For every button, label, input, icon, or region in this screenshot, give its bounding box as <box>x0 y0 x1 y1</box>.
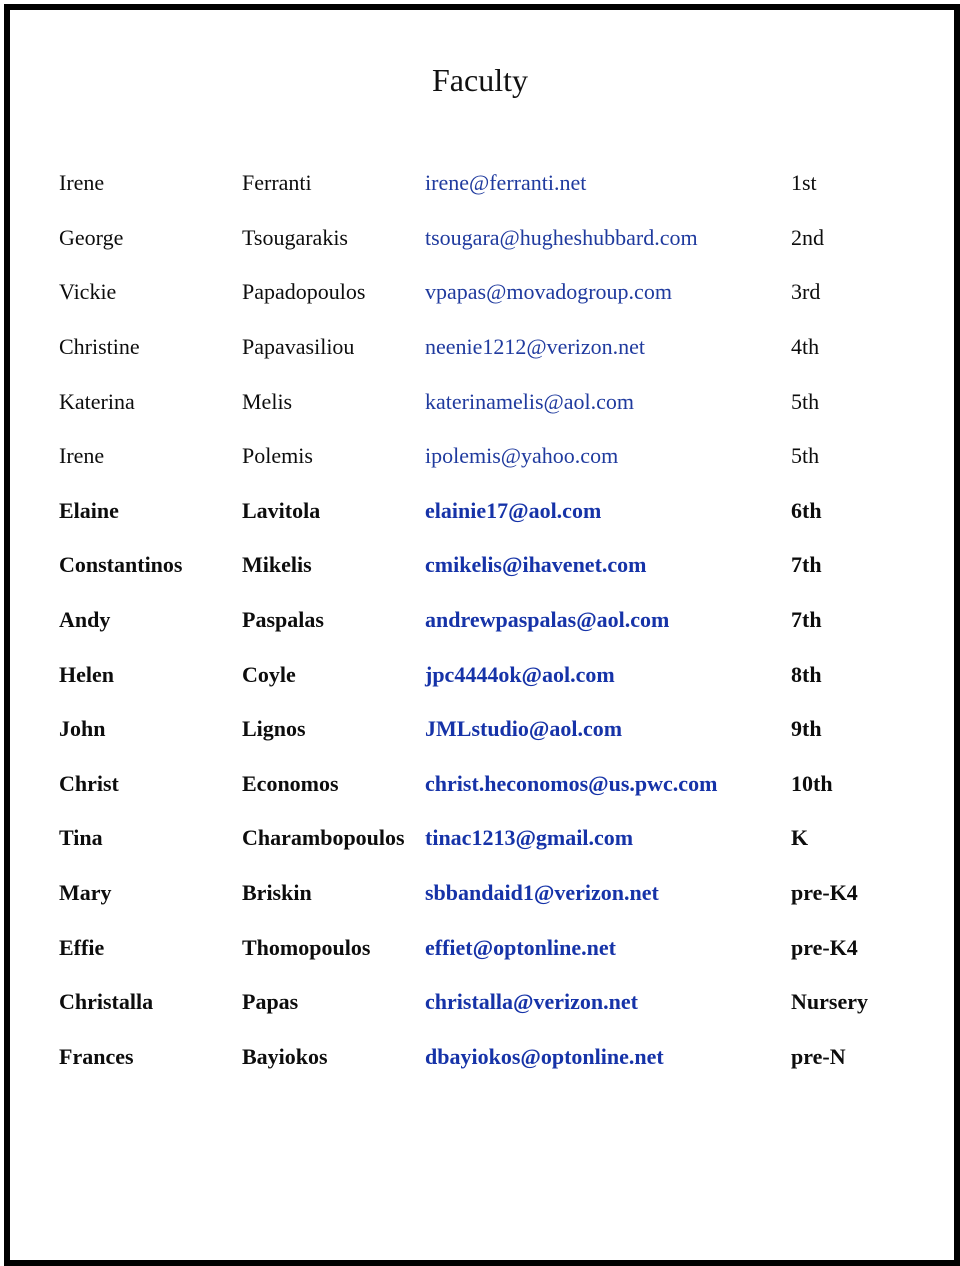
faculty-row <box>59 484 909 539</box>
faculty-row <box>59 811 909 866</box>
email-link[interactable]: andrewpaspalas@aol.com <box>425 607 670 633</box>
faculty-row <box>59 975 909 1030</box>
last-name: Mikelis <box>242 552 312 578</box>
last-name: Tsougarakis <box>242 224 348 250</box>
first-name: Constantinos <box>59 552 183 578</box>
first-name: Christalla <box>59 989 154 1015</box>
faculty-list <box>59 156 909 1084</box>
last-name: Charambopoulos <box>242 825 405 851</box>
grade: 4th <box>791 334 820 360</box>
faculty-row <box>59 429 909 484</box>
last-name: Melis <box>242 388 293 414</box>
last-name: Coyle <box>242 661 296 687</box>
email-link[interactable]: tinac1213@gmail.com <box>425 825 634 851</box>
email-link[interactable]: JMLstudio@aol.com <box>425 716 623 742</box>
faculty-row <box>59 265 909 320</box>
page-title: Faculty <box>432 62 528 98</box>
faculty-row <box>59 538 909 593</box>
grade: 10th <box>791 770 833 796</box>
grade: 7th <box>791 607 822 633</box>
grade: pre-N <box>791 1043 846 1069</box>
faculty-row <box>59 156 909 211</box>
first-name: Elaine <box>59 497 119 523</box>
email-link[interactable]: elainie17@aol.com <box>425 497 602 523</box>
last-name: Economos <box>242 770 339 796</box>
email-link[interactable]: tsougara@hugheshubbard.com <box>425 224 698 250</box>
email-link[interactable]: ipolemis@yahoo.com <box>425 443 619 469</box>
faculty-row <box>59 920 909 975</box>
last-name: Polemis <box>242 443 313 469</box>
email-link[interactable]: christ.heconomos@us.pwc.com <box>425 770 718 796</box>
faculty-row <box>59 757 909 812</box>
first-name: Effie <box>59 934 105 960</box>
email-link[interactable]: christalla@verizon.net <box>425 989 638 1015</box>
last-name: Bayiokos <box>242 1043 328 1069</box>
grade: pre-K4 <box>791 934 858 960</box>
first-name: Vickie <box>59 279 117 305</box>
first-name: Irene <box>59 170 105 196</box>
email-link[interactable]: katerinamelis@aol.com <box>425 388 635 414</box>
email-link[interactable]: neenie1212@verizon.net <box>425 334 646 360</box>
first-name: Christine <box>59 334 140 360</box>
last-name: Lignos <box>242 716 306 742</box>
last-name: Papavasiliou <box>242 334 355 360</box>
grade: 7th <box>791 552 822 578</box>
grade: 5th <box>791 388 820 414</box>
grade: 1st <box>791 170 817 196</box>
grade: 9th <box>791 716 822 742</box>
grade: Nursery <box>791 989 868 1015</box>
first-name: George <box>59 224 124 250</box>
last-name: Papas <box>242 989 299 1015</box>
grade: pre-K4 <box>791 880 858 906</box>
email-link[interactable]: dbayiokos@optonline.net <box>425 1043 664 1069</box>
first-name: Mary <box>59 880 112 906</box>
grade: 3rd <box>791 279 821 305</box>
first-name: Christ <box>59 770 119 796</box>
grade: K <box>791 825 809 851</box>
first-name: Andy <box>59 607 111 633</box>
faculty-row <box>59 866 909 921</box>
last-name: Thomopoulos <box>242 934 371 960</box>
first-name: Helen <box>59 661 114 687</box>
last-name: Paspalas <box>242 607 324 633</box>
faculty-row <box>59 702 909 757</box>
faculty-row <box>59 374 909 429</box>
email-link[interactable]: cmikelis@ihavenet.com <box>425 552 647 578</box>
faculty-row <box>59 593 909 648</box>
last-name: Lavitola <box>242 497 321 523</box>
faculty-row <box>59 320 909 375</box>
grade: 6th <box>791 497 822 523</box>
email-link[interactable]: irene@ferranti.net <box>425 170 587 196</box>
grade: 5th <box>791 443 820 469</box>
email-link[interactable]: effiet@optonline.net <box>425 934 616 960</box>
email-link[interactable]: jpc4444ok@aol.com <box>425 661 615 687</box>
faculty-row <box>59 1030 909 1085</box>
email-link[interactable]: sbbandaid1@verizon.net <box>425 880 659 906</box>
last-name: Papadopoulos <box>242 279 366 305</box>
faculty-row <box>59 647 909 702</box>
first-name: Frances <box>59 1043 134 1069</box>
grade: 8th <box>791 661 822 687</box>
email-link[interactable]: vpapas@movadogroup.com <box>425 279 672 305</box>
first-name: Irene <box>59 443 105 469</box>
last-name: Briskin <box>242 880 312 906</box>
first-name: Tina <box>59 825 103 851</box>
first-name: John <box>59 716 106 742</box>
grade: 2nd <box>791 224 824 250</box>
faculty-row <box>59 211 909 266</box>
first-name: Katerina <box>59 388 135 414</box>
last-name: Ferranti <box>242 170 312 196</box>
